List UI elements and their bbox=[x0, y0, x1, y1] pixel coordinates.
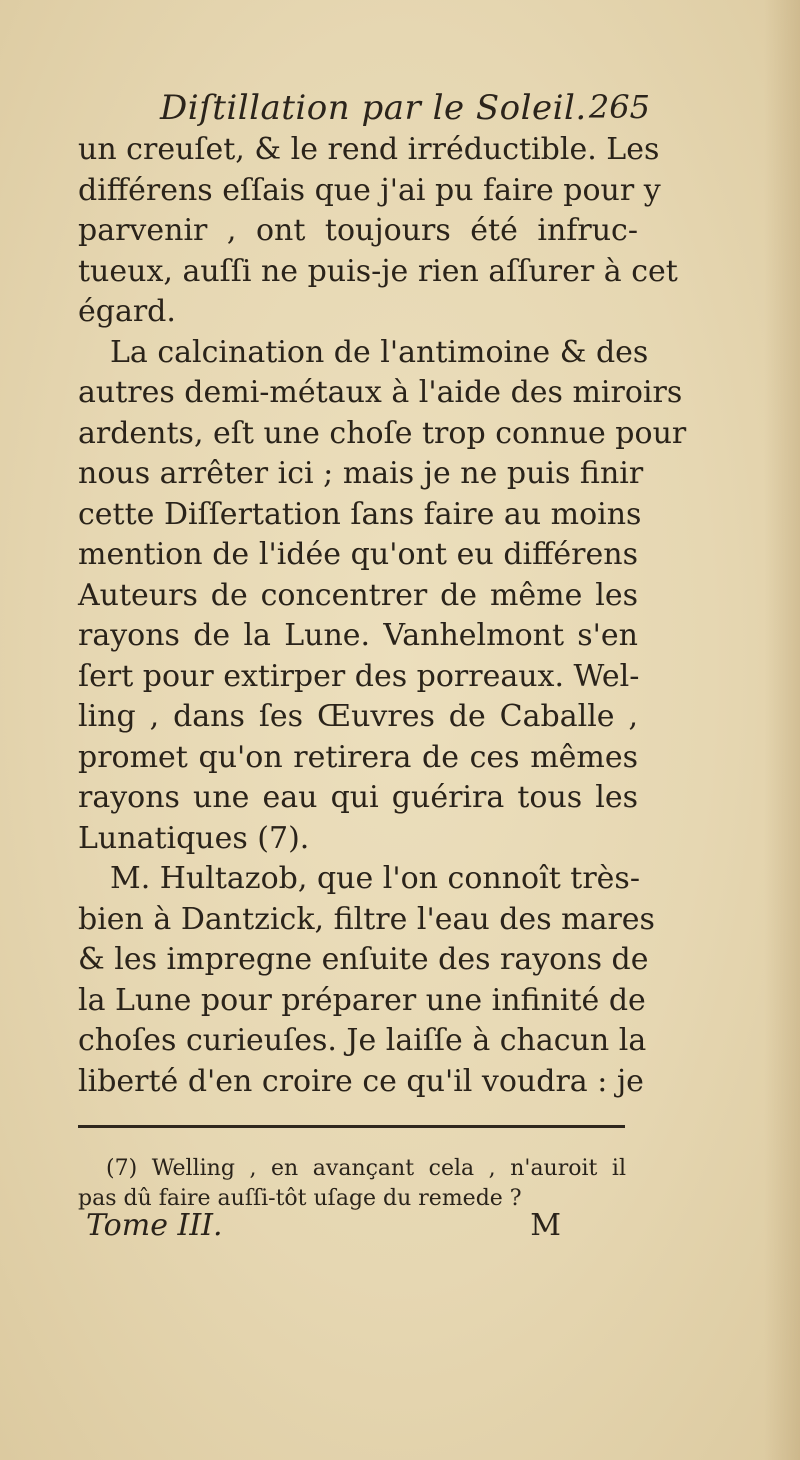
page-edge-shadow bbox=[764, 0, 800, 1460]
text-line: Lunatiques (7). bbox=[78, 820, 310, 856]
text-line: promet qu'on retirera de ces mêmes bbox=[78, 739, 638, 775]
tome-label: Tome III. bbox=[86, 1208, 223, 1243]
text-line: la Lune pour préparer une infinité de bbox=[78, 982, 646, 1018]
signature-mark: M bbox=[530, 1208, 561, 1243]
page-number: 265 bbox=[588, 88, 650, 126]
text-line: rayons de la Lune. Vanhelmont s'en bbox=[78, 618, 638, 653]
text-line: liberté d'en croire ce qu'il voudra : je bbox=[78, 1063, 644, 1099]
footnote bbox=[78, 1154, 626, 1214]
text-line: ardents, eſt une choſe trop connue pour bbox=[78, 415, 687, 451]
text-line: La calcination de l'antimoine & des bbox=[110, 334, 649, 370]
text-line: & les impregne enſuite des rayons de bbox=[78, 942, 649, 977]
footnote-line: pas dû faire auſſi-tôt uſage du remede ? bbox=[78, 1186, 522, 1211]
text-line: égard. bbox=[78, 294, 176, 329]
body-text bbox=[78, 130, 687, 1102]
text-line: ſert pour extirper des porreaux. Wel- bbox=[78, 658, 640, 694]
text-line: différens eſſais que j'ai pu faire pour y bbox=[78, 172, 661, 208]
running-head-title: Diſtillation par le Soleil. bbox=[160, 88, 587, 128]
text-line: Auteurs de concentrer de même les bbox=[78, 577, 638, 613]
running-head bbox=[160, 88, 650, 132]
text-line: ling , dans ſes Œuvres de Caballe , bbox=[78, 699, 638, 734]
text-line: un creuſet, & le rend irréductible. Les bbox=[78, 132, 660, 167]
text-line: nous arrêter ici ; mais je ne puis finir bbox=[78, 456, 644, 491]
text-line: rayons une eau qui guérira tous les bbox=[78, 780, 638, 815]
text-line: mention de l'idée qu'ont eu différens bbox=[78, 537, 638, 572]
text-line: bien à Dantzick, filtre l'eau des mares bbox=[78, 901, 655, 937]
footnote-line: (7) Welling , en avançant cela , n'auroit il bbox=[106, 1156, 626, 1181]
text-line: tueux, auſſi ne puis-je rien aſſurer à cet bbox=[78, 253, 678, 289]
signature-line bbox=[86, 1208, 561, 1242]
text-line: cette Diſſertation ſans faire au moins bbox=[78, 496, 642, 532]
text-line: M. Hultazob, que l'on connoît très- bbox=[110, 861, 640, 896]
text-line: parvenir , ont toujours été infruc- bbox=[78, 213, 638, 248]
footnote-rule bbox=[78, 1125, 625, 1128]
text-line: choſes curieuſes. Je laiſſe à chacun la bbox=[78, 1023, 647, 1058]
text-line: autres demi-métaux à l'aide des miroirs bbox=[78, 375, 683, 410]
